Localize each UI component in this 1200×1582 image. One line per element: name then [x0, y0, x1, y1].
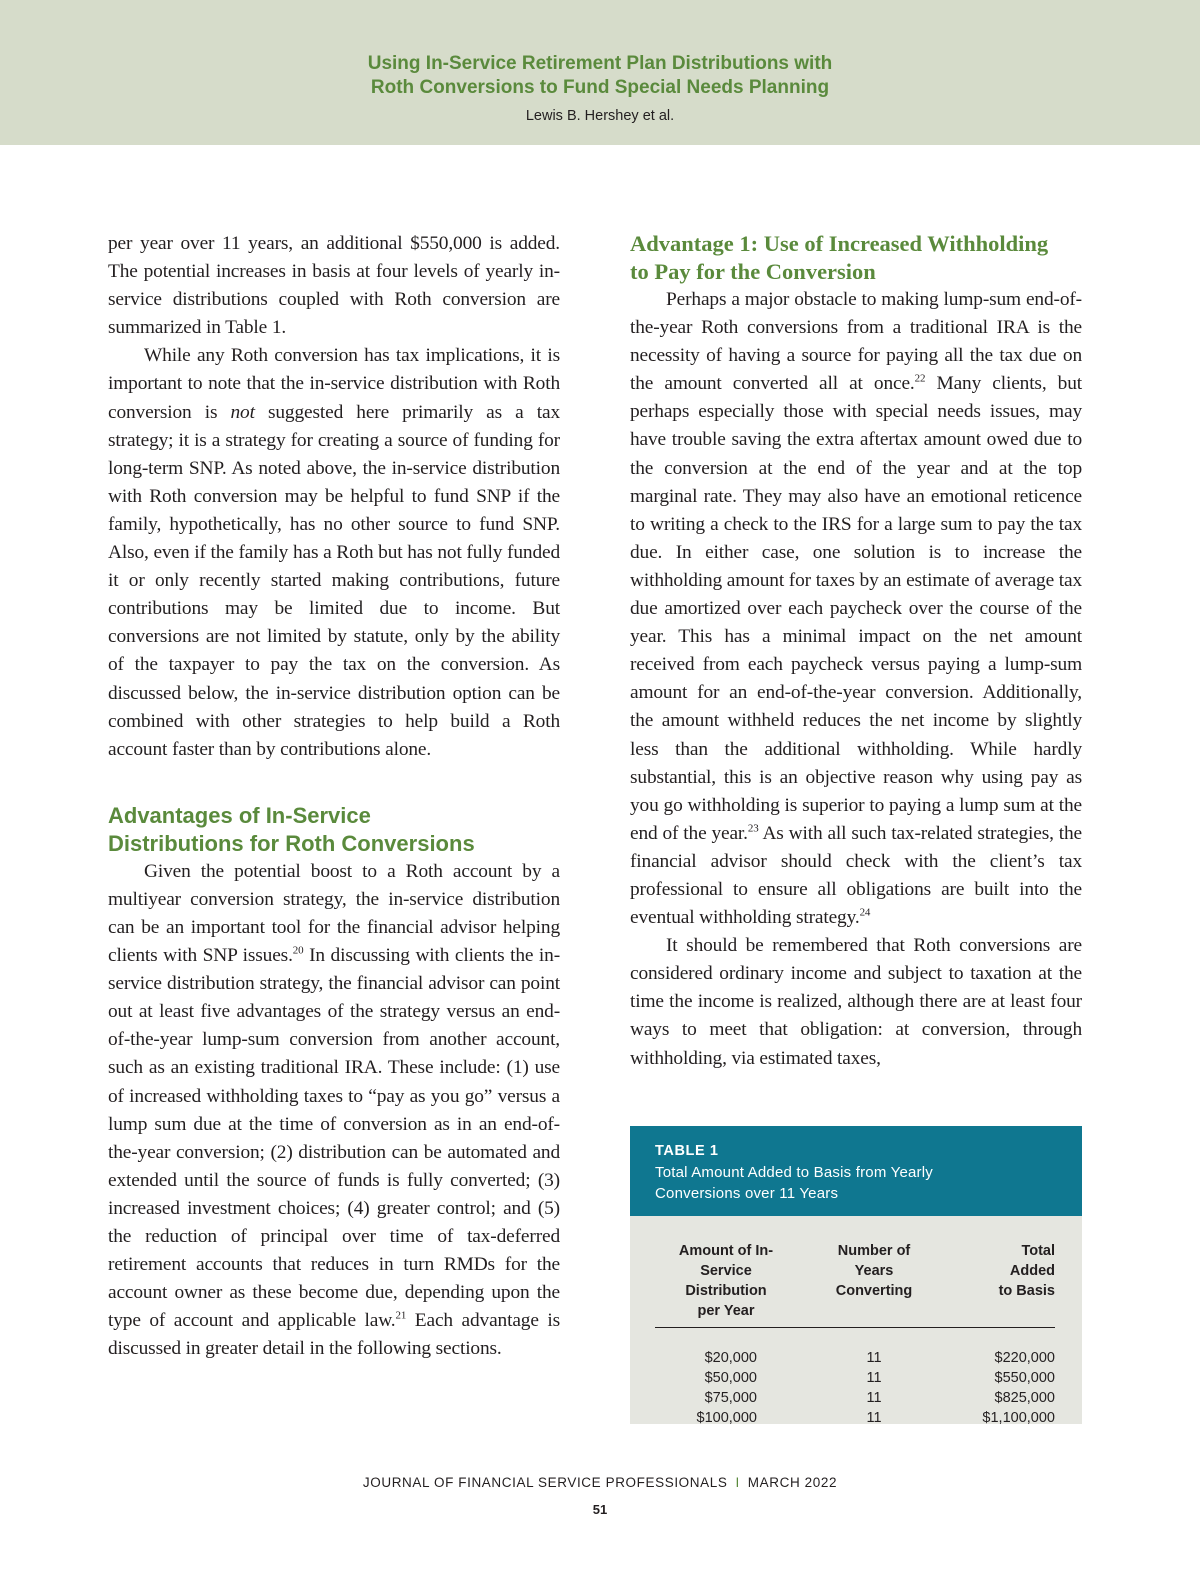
- header-line: to Basis: [998, 1283, 1055, 1299]
- page-number: 51: [592, 1502, 608, 1517]
- left-paragraph-2: [108, 342, 560, 763]
- table-data-rows: [655, 1348, 1055, 1428]
- cell-years: 11: [866, 1350, 882, 1366]
- right-paragraph-1: [630, 286, 1082, 932]
- footnote-ref: 22: [914, 372, 926, 385]
- article-title: [0, 52, 1200, 100]
- column-header-years: [813, 1241, 935, 1321]
- text-run: suggested here primarily as a tax strategy; it is a strategy for creating a source of funding for long-term SNP. As noted above, the in-service distribution with Roth conversion may be helpful to fund SNP if the family, hypothetically, has no other source to fund SNP. Also, even if the family has a Roth but has not fully funded it or only recently started making contributions, future contributions may be limited due to income. But conversions are not limited by statute, only by the ability of the taxpayer to pay the tax on the conversion. As discussed below, the in-service distribution option can be combined with other strategies to help build a Roth account faster than by contributions alone.: [108, 401, 560, 760]
- footnote-ref: 20: [292, 944, 304, 957]
- cell-total: $550,000: [994, 1370, 1055, 1386]
- table-label: TABLE 1: [655, 1143, 719, 1159]
- cell-distribution: $50,000: [704, 1370, 757, 1386]
- table-caption: [655, 1163, 1055, 1204]
- issue-date: MARCH 2022: [747, 1475, 838, 1490]
- journal-name: JOURNAL OF FINANCIAL SERVICE PROFESSIONALS: [362, 1475, 728, 1490]
- article-title-line-2: Roth Conversions to Fund Special Needs Planning: [370, 77, 830, 98]
- text-run: As with all such tax-related strategies, the financial advisor should check with the client’s tax professional to ensure all obligations are built into the eventual withholding strategy.: [630, 822, 1083, 929]
- footnote-ref: 24: [859, 906, 871, 919]
- right-paragraph-2: It should be remembered that Roth conversions are considered ordinary income and subject to taxation at the time the income is realized, although there are at least four ways to meet that obligation: at conversion, through withholding, via estimated taxes,: [630, 935, 1082, 1069]
- header-line: Total: [1021, 1243, 1055, 1259]
- section-heading-advantage-1: [630, 230, 1082, 286]
- left-paragraph-3: [108, 858, 560, 1364]
- article-author: Lewis B. Hershey et al.: [525, 108, 675, 124]
- heading-line-1: Advantage 1: Use of Increased Withholding: [630, 231, 1049, 256]
- left-paragraph-1: per year over 11 years, an additional $550,000 is added. The potential increases in basis at four levels of yearly in-service distributions coupled with Roth conversion are summarized in Table 1.: [108, 233, 560, 339]
- column-header-total: [935, 1241, 1055, 1321]
- heading-line-2: Distributions for Roth Conversions: [108, 830, 475, 856]
- cell-years: 11: [866, 1370, 882, 1386]
- header-line: Converting: [835, 1283, 913, 1299]
- right-column: [630, 230, 1082, 1073]
- table-row: [655, 1388, 1055, 1408]
- cell-years: 11: [866, 1390, 882, 1406]
- running-footer: [0, 1475, 1200, 1490]
- heading-line-2: to Pay for the Conversion: [630, 259, 876, 284]
- header-line: Distribution: [685, 1283, 767, 1299]
- footer-separator: I: [735, 1475, 740, 1490]
- running-header: [0, 0, 1200, 145]
- text-run: Many clients, but perhaps especially those with special needs issues, may have trouble saving the extra aftertax amount owed due to the conversion at the end of the year and at the top marginal rate. They may also have an emotional reticence to writing a check to the IRS for a large sum to pay the tax due. In either case, one solution is to increase the withholding amount for taxes by an estimate of average tax due amortized over each paycheck over the course of the year. This has a minimal impact on the net amount received from each paycheck versus paying a lump-sum amount for an end-of-the-year conversion. Additionally, the amount withheld reduces the net income by slightly less than the additional withholding. While hardly substantial, this is an objective reason why using pay as you go withholding is superior to paying a lump sum at the end of the year.: [630, 373, 1082, 844]
- footnote-ref: 23: [747, 822, 759, 835]
- header-line: Added: [1009, 1263, 1055, 1279]
- table-row: [655, 1348, 1055, 1368]
- text-run: In discussing with clients the in-service distribution strategy, the financial advisor can point out at least five advantages of the strategy versus an end-of-the-year lump-sum conversion from another account, such as an existing traditional IRA. These include: (1) use of increased withholding taxes to “pay as you go” versus a lump sum due at the time of conversion as in an end-of-the-year conversion; (2) distribution can be automated and extended until the source of funds is fully converted; (3) increased investment choices; (4) greater control; and (5) the reduction of principal over time of tax-deferred retirement accounts that reduces in turn RMDs for the account owner as these become due, depending upon the type of account and applicable law.: [108, 945, 561, 1332]
- text-run: Perhaps a major obstacle to making lump-sum end-of-the-year Roth conversions from a traditional IRA is the necessity of having a source for paying all the tax due on the amount converted all at once.: [630, 289, 1082, 395]
- emphasis: not: [230, 401, 255, 423]
- text-run: While any Roth conversion has tax implications, it is important to note that the in-service distribution with Roth conversion is: [108, 345, 560, 423]
- footnote-ref: 21: [395, 1309, 407, 1322]
- cell-years: 11: [866, 1410, 882, 1426]
- cell-total: $1,100,000: [982, 1410, 1055, 1426]
- header-line: Amount of In-Service: [678, 1243, 774, 1279]
- table-1: [630, 1126, 1082, 1424]
- column-header-distribution: [655, 1241, 797, 1321]
- cell-total: $220,000: [994, 1350, 1055, 1366]
- caption-line-1: Total Amount Added to Basis from Yearly: [655, 1164, 933, 1181]
- heading-line-1: Advantages of In-Service: [108, 802, 371, 828]
- article-title-line-1: Using In-Service Retirement Plan Distributions with: [367, 53, 833, 74]
- section-heading-advantages: [108, 802, 560, 858]
- cell-distribution: $75,000: [704, 1390, 757, 1406]
- left-column: [108, 230, 560, 1363]
- table-row: [655, 1368, 1055, 1388]
- table-header-row: [655, 1241, 1055, 1328]
- header-line: per Year: [697, 1303, 755, 1319]
- caption-line-2: Conversions over 11 Years: [655, 1184, 839, 1202]
- text-run: Given the potential boost to a Roth account by a multiyear conversion strategy, the in-service distribution can be an important tool for the financial advisor helping clients with SNP issues.: [108, 860, 560, 967]
- cell-total: $825,000: [994, 1390, 1055, 1406]
- header-line: Number of: [837, 1243, 911, 1259]
- cell-distribution: $100,000: [696, 1410, 757, 1426]
- table-body: [655, 1241, 1055, 1428]
- cell-distribution: $20,000: [704, 1350, 757, 1366]
- text-run: Each advantage is discussed in greater detail in the following sections.: [108, 1310, 561, 1360]
- header-line: Years: [854, 1263, 894, 1279]
- table-row: [655, 1408, 1055, 1428]
- table-title-bar: [630, 1126, 1082, 1216]
